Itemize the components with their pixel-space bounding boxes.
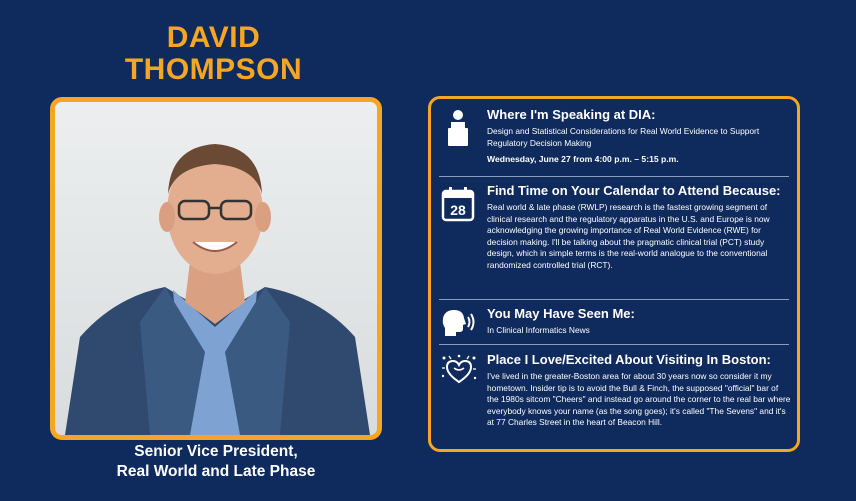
- calendar-icon: [441, 186, 475, 220]
- speaker-first-name: DAVID: [166, 21, 261, 54]
- section-text: Real world & late phase (RWLP) research is the fastest growing segment of clinical research and the regulatory apparatus in the U.S. and Europe is now acknowledging the growing importance of Real World Evidence (RWE) for decision making. I'll be talking about the pragmatic clinical trial (PCT) study design, which in simple terms is the real-world analogue to the conventional randomized controlled trial (RCT).: [487, 202, 770, 270]
- info-panel: [428, 96, 800, 452]
- divider: [439, 344, 789, 345]
- speaker-title: [50, 442, 382, 482]
- section-text: In Clinical Informatics News: [487, 325, 590, 335]
- speaker-name: [50, 22, 377, 86]
- session-time: Wednesday, June 27 from 4:00 p.m. – 5:15 p.m.: [487, 154, 679, 164]
- section-title: Place I Love/Excited About Visiting In Boston:: [487, 352, 771, 367]
- section-text: Design and Statistical Considerations for Real World Evidence to Support Regulatory Decision Making: [487, 126, 760, 148]
- divider: [439, 176, 789, 177]
- speaker-title-line2: Real World and Late Phase: [116, 463, 316, 480]
- divider: [439, 299, 789, 300]
- speaker-last-name: THOMPSON: [124, 53, 303, 86]
- speaker-title-line1: Senior Vice President,: [134, 443, 298, 460]
- speaker-photo: [50, 97, 382, 440]
- section-text: I've lived in the greater-Boston area for about 30 years now so consider it my hometown. Insider tip is to avoid the Bull & Finch, the supposed "official" bar of the 1980s sitcom "Cheers" and instead go around the corner to the real bar where everybody knows your name (as the song goes); it's called "The Sevens" and it's at 77 Charles Street in the heart of Beacon Hill.: [487, 371, 791, 427]
- podium-icon: [441, 109, 475, 143]
- section-title: You May Have Seen Me:: [487, 306, 635, 321]
- speaking-head-icon: [441, 308, 475, 342]
- calendar-day: 28: [450, 202, 466, 218]
- heart-sparkle-icon: [441, 354, 475, 388]
- section-title: Find Time on Your Calendar to Attend Because:: [487, 183, 781, 198]
- section-title: Where I'm Speaking at DIA:: [487, 107, 656, 122]
